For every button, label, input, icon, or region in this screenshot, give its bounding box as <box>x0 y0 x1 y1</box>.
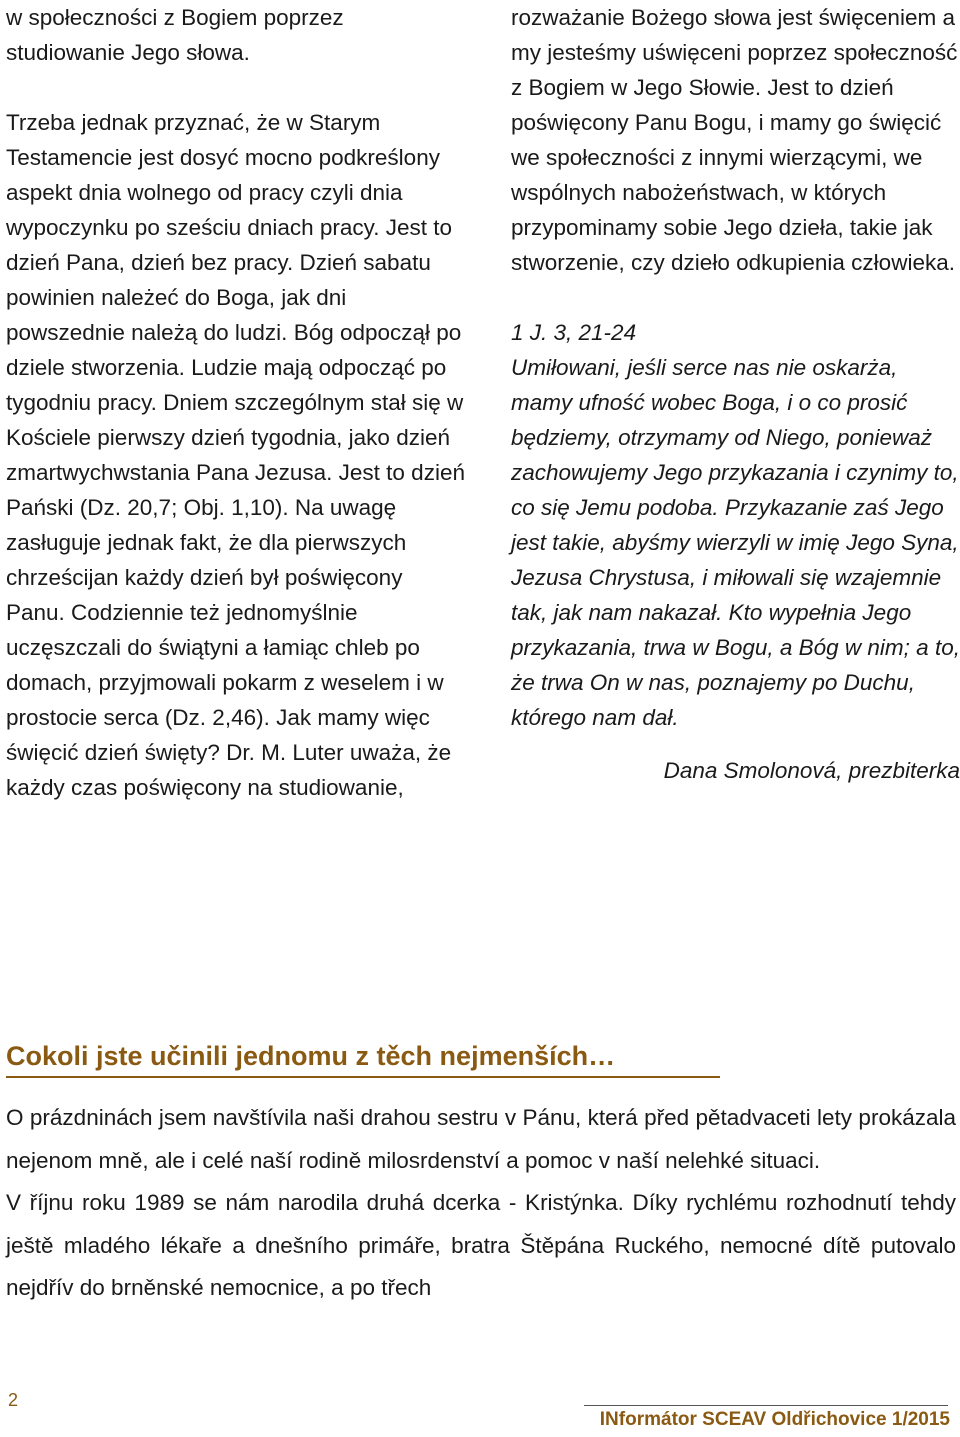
right-column <box>511 0 960 788</box>
page-number: 2 <box>8 1390 19 1410</box>
section-paragraph-2: V říjnu roku 1989 se nám narodila druhá dcerka - Kristýnka. Díky rychlému rozhodnutí tehdy ještě mladého lékaře a dnešního primáře, bratra Štěpána Ruckého, nemocné dítě putovalo nejdřív do brněnské nemocnice, a po třech <box>6 1190 956 1300</box>
publication-footer: INformátor SCEAV Oldřichovice 1/2015 <box>599 1409 950 1430</box>
section-paragraph-1: O prázdninách jsem navštívila naši drahou sestru v Pánu, která před pětadvaceti lety prokázala nejenom mně, ale i celé naší rodině milosrdenství a pomoc v naší nelehké situaci. <box>6 1105 956 1173</box>
paragraph-gap <box>511 280 960 315</box>
right-paragraph-1: rozważanie Bożego słowa jest święceniem a my jesteśmy uświęceni poprzez społeczność z Bogiem w Jego Słowie. Jest to dzień poświęcony Panu Bogu, i mamy go święcić we społeczności z innymi wierzącymi, we wspólnych nabożeństwach, w których przypominamy sobie Jego dzieła, takie jak stworzenie, czy dzieło odkupienia człowieka. <box>511 5 958 275</box>
section-body <box>6 1097 956 1310</box>
left-column <box>6 0 466 805</box>
left-paragraph-2: Trzeba jednak przyznać, że w Starym Testamencie jest dosyć mocno podkreślony aspekt dnia wolnego od pracy czyli dnia wypoczynku po sześciu dniach pracy. Jest to dzień Pana, dzień bez pracy. Dzień sabatu powinien należeć do Boga, jak dni powszednie należą do ludzi. Bóg odpoczął po dziele stworzenia. Ludzie mają odpocząć po tygodniu pracy. Dniem szczególnym stał się w Kościele pierwszy dzień tygodnia, jako dzień zmartwychwstania Pana Jezusa. Jest to dzień Pański (Dz. 20,7; Obj. 1,10). Na uwagę zasługuje jednak fakt, że dla pierwszych chrześcijan każdy dzień był poświęcony Panu. Codziennie też jednomyślnie uczęszczali do świątyni a łamiąc chleb po domach, przyjmowali pokarm z weselem i w prostocie serca (Dz. 2,46). Jak mamy więc święcić dzień święty? Dr. M. Luter uważa, że każdy czas poświęcony na studiowanie, <box>6 110 465 800</box>
verse-reference: 1 J. 3, 21-24 <box>511 320 637 345</box>
verse-text: Umiłowani, jeśli serce nas nie oskarża, mamy ufność wobec Boga, i o co prosić będziemy, otrzymamy od Niego, ponieważ zachowujemy Jego przykazania i czynimy to, co się Jemu podoba. Przykazanie zaś Jego jest takie, abyśmy wierzyli w imię Jego Syna, Jezusa Chrystusa, i miłowali się wzajemnie tak, jak nam nakazał. Kto wypełnia Jego przykazania, trwa w Bogu, a Bóg w nim; a to, że trwa On w nas, poznajemy po Duchu, którego nam dał. <box>511 355 960 730</box>
section-title: Cokoli jste učinili jednomu z těch nejmenších… <box>6 1036 720 1078</box>
left-paragraph-1: w społeczności z Bogiem poprzez studiowanie Jego słowa. <box>6 5 344 65</box>
paragraph-gap <box>6 70 466 105</box>
footer-divider <box>584 1405 948 1406</box>
author-signature: Dana Smolonová, prezbiterka <box>663 758 960 783</box>
